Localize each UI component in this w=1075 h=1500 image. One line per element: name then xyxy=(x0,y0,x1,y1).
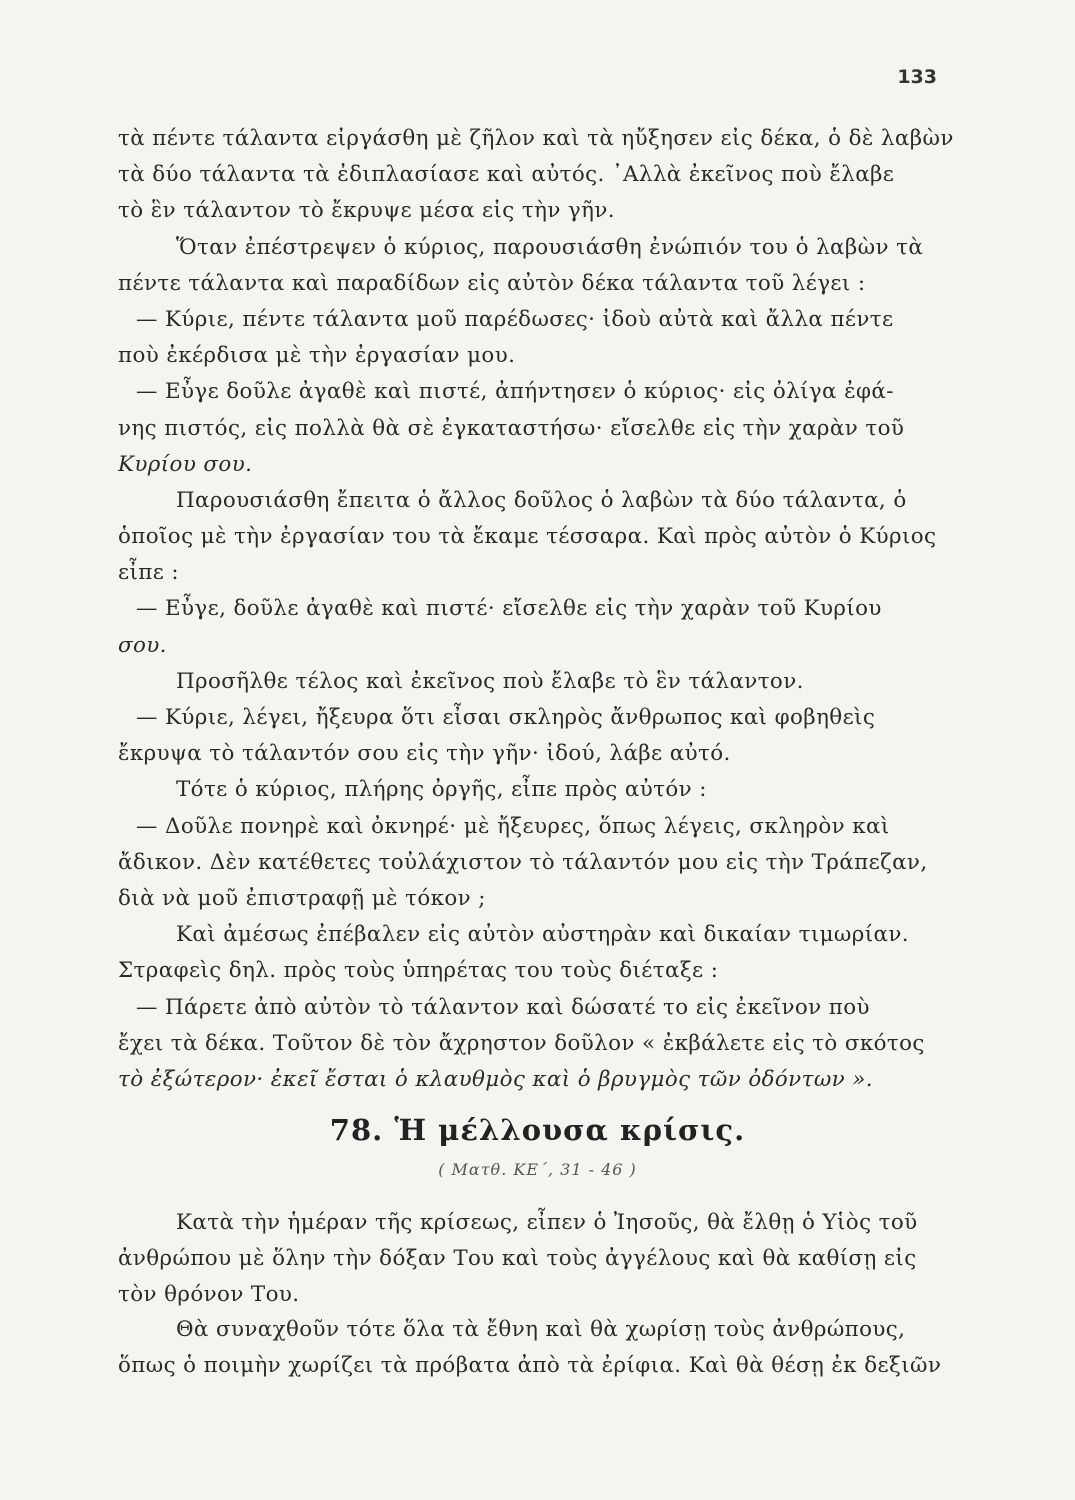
body-text-top xyxy=(118,121,958,1098)
text-line: πέντε τάλαντα καὶ παραδίδων εἰς αὐτὸν δέκα τάλαντα τοῦ λέγει : xyxy=(118,270,866,296)
text-line: Στραφεὶς δηλ. πρὸς τοὺς ὑπηρέτας του τοὺς διέταξε : xyxy=(118,958,719,984)
text-line: νης πιστός, εἰς πολλὰ θὰ σὲ ἐγκαταστήσω· εἴσελθε εἰς τὴν χαρὰν τοῦ xyxy=(118,415,905,441)
text-line: ὅπως ὁ ποιμὴν χωρίζει τὰ πρόβατα ἀπὸ τὰ ἐρίφια. Καὶ θὰ θέσῃ ἐκ δεξιῶν xyxy=(118,1353,942,1379)
text-line: ἔκρυψα τὸ τάλαντόν σου εἰς τὴν γῆν· ἰδού, λάβε αὐτό. xyxy=(118,741,731,767)
text-line: τὸ ἐξώτερον· ἐκεῖ ἔσται ὁ κλαυθμὸς καὶ ὁ βρυγμὸς τῶν ὀδόντων ». xyxy=(118,1066,873,1092)
text-line: Θὰ συναχθοῦν τότε ὅλα τὰ ἔθνη καὶ θὰ χωρίσῃ τοὺς ἀνθρώπους, xyxy=(176,1317,906,1343)
text-line: τὸ ἓν τάλαντον τὸ ἔκρυψε μέσα εἰς τὴν γῆν. xyxy=(118,198,615,224)
text-line: Παρουσιάσθη ἔπειτα ὁ ἄλλος δοῦλος ὁ λαβὼν τὰ δύο τάλαντα, ὁ xyxy=(176,487,907,513)
text-line: τὸν θρόνον Του. xyxy=(118,1281,300,1307)
text-line: — Εὖγε, δοῦλε ἀγαθὲ καὶ πιστέ· εἴσελθε εἰς τὴν χαρὰν τοῦ Κυρίου xyxy=(136,596,882,622)
text-line: — Εὖγε δοῦλε ἀγαθὲ καὶ πιστέ, ἀπήντησεν ὁ κύριος· εἰς ὀλίγα ἐφά- xyxy=(136,379,894,405)
text-line: — Πάρετε ἀπὸ αὐτὸν τὸ τάλαντον καὶ δώσατέ το εἰς ἐκεῖνον ποὺ xyxy=(136,994,870,1020)
text-line: — Δοῦλε πονηρὲ καὶ ὀκνηρέ· μὲ ἤξευρες, ὅπως λέγεις, σκληρὸν καὶ xyxy=(136,813,890,839)
text-line: τὰ δύο τάλαντα τὰ ἐδιπλασίασε καὶ αὐτός. ᾿Αλλὰ ἐκεῖνος ποὺ ἔλαβε xyxy=(118,162,895,188)
text-line: Κυρίου σου. xyxy=(118,451,253,477)
text-line: Τότε ὁ κύριος, πλήρης ὀργῆς, εἶπε πρὸς αὐτόν : xyxy=(176,777,707,803)
text-line: — Κύριε, πέντε τάλαντα μοῦ παρέδωσες· ἰδοὺ αὐτὰ καὶ ἄλλα πέντε xyxy=(136,306,894,332)
text-line: Κατὰ τὴν ἡμέραν τῆς κρίσεως, εἶπεν ὁ Ἰησοῦς, θὰ ἔλθῃ ὁ Υἱὸς τοῦ xyxy=(176,1210,918,1235)
section-reference: ( Ματθ. ΚΕ΄, 31 - 46 ) xyxy=(438,1160,637,1179)
text-line: ποὺ ἐκέρδισα μὲ τὴν ἐργασίαν μου. xyxy=(118,343,516,369)
text-line: ἀνθρώπου μὲ ὅλην τὴν δόξαν Του καὶ τοὺς ἀγγέλους καὶ θὰ καθίσῃ εἰς xyxy=(118,1245,917,1271)
text-line: Καὶ ἀμέσως ἐπέβαλεν εἰς αὐτὸν αὐστηρὰν καὶ δικαίαν τιμωρίαν. xyxy=(176,922,909,948)
text-line: Προσῆλθε τέλος καὶ ἐκεῖνος ποὺ ἔλαβε τὸ ἓν τάλαντον. xyxy=(176,668,804,694)
text-line: σου. xyxy=(118,632,167,658)
body-text-bottom xyxy=(118,1205,958,1384)
text-line: ἄδικον. Δὲν κατέθετες τοὐλάχιστον τὸ τάλαντόν μου εἰς τὴν Τράπεζαν, xyxy=(118,849,928,875)
text-line: ἔχει τὰ δέκα. Τοῦτον δὲ τὸν ἄχρηστον δοῦλον « ἐκβάλετε εἰς τὸ σκότος xyxy=(118,1030,925,1056)
text-line: ὁποῖος μὲ τὴν ἐργασίαν του τὰ ἔκαμε τέσσαρα. Καὶ πρὸς αὐτὸν ὁ Κύριος xyxy=(118,524,937,550)
text-line: τὰ πέντε τάλαντα εἰργάσθη μὲ ζῆλον καὶ τὰ ηὔξησεν εἰς δέκα, ὁ δὲ λαβὼν xyxy=(118,126,954,151)
text-line: διὰ νὰ μοῦ ἐπιστραφῇ μὲ τόκον ; xyxy=(118,885,486,911)
section-title: 78. Ἡ μέλλουσα κρίσις. xyxy=(329,1113,746,1147)
text-line: Ὅταν ἐπέστρεψεν ὁ κύριος, παρουσιάσθη ἐνώπιόν του ὁ λαβὼν τὰ xyxy=(176,234,924,260)
text-line: — Κύριε, λέγει, ἤξευρα ὅτι εἶσαι σκληρὸς ἄνθρωπος καὶ φοβηθεὶς xyxy=(136,705,876,730)
page-number: 133 xyxy=(897,66,937,88)
text-line: εἶπε : xyxy=(118,560,180,586)
